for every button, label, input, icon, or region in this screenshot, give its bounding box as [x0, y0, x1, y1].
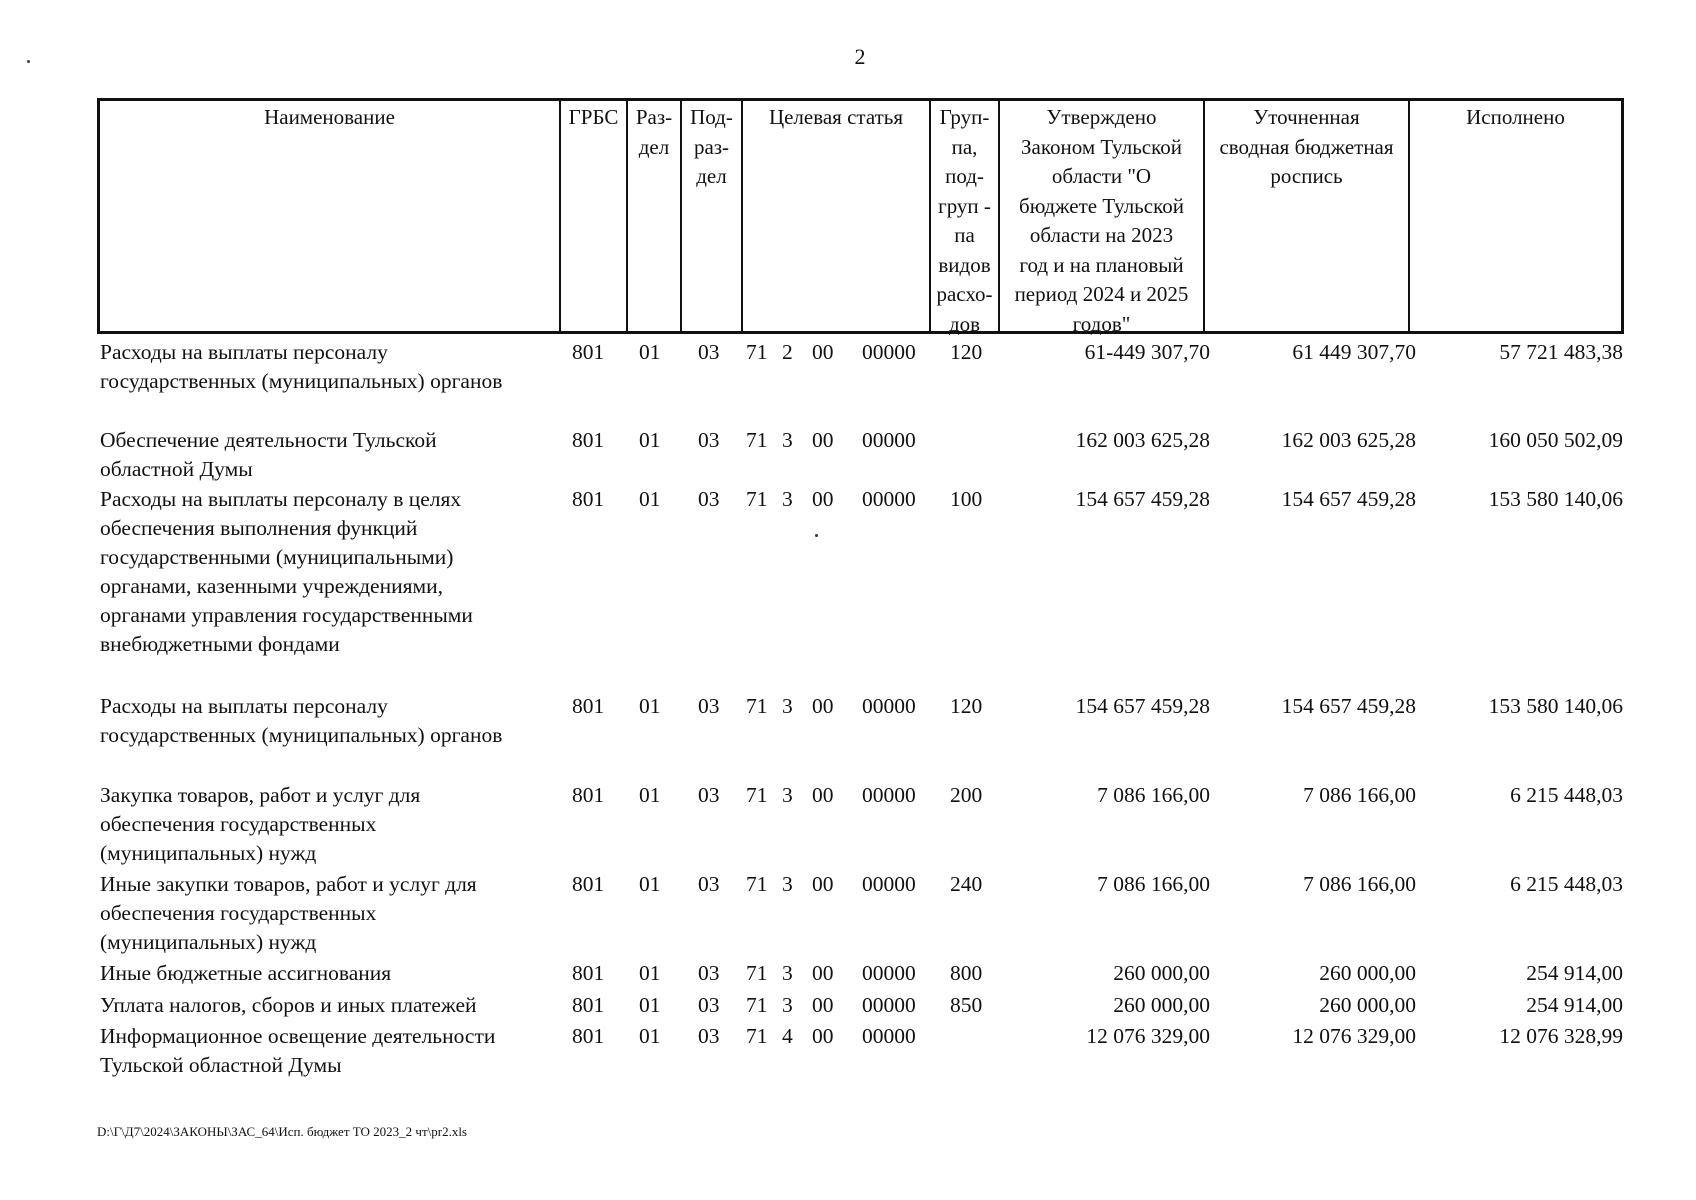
- row-approved: 260 000,00: [1113, 961, 1210, 985]
- row-executed: 57 721 483,38: [1499, 340, 1623, 364]
- row-target-direction: 00000: [862, 872, 916, 896]
- row-razdel: 01: [639, 783, 661, 807]
- row-target-direction: 00000: [862, 1024, 916, 1048]
- row-refined: 7 086 166,00: [1303, 783, 1416, 807]
- row-grbs: 801: [572, 872, 605, 896]
- row-podrazdel: 03: [698, 993, 720, 1017]
- row-razdel: 01: [639, 340, 661, 364]
- row-grbs: 801: [572, 487, 605, 511]
- row-target-direction: 00000: [862, 783, 916, 807]
- row-approved: 61-449 307,70: [1084, 340, 1210, 364]
- row-podrazdel: 03: [698, 783, 720, 807]
- row-podrazdel: 03: [698, 694, 720, 718]
- row-target-main: 00: [812, 694, 834, 718]
- row-target-main: 00: [812, 961, 834, 985]
- row-grbs: 801: [572, 694, 605, 718]
- header-expense-group: Груп- па, под- груп - па видов расхо- дов: [931, 101, 1000, 331]
- row-razdel: 01: [639, 428, 661, 452]
- row-podrazdel: 03: [698, 340, 720, 364]
- file-path-footer: D:\Г\Д7\2024\ЗАКОНЫ\ЗАС_64\Исп. бюджет ТО 2023_2 чт\pr2.xls: [97, 1124, 467, 1139]
- row-razdel: 01: [639, 961, 661, 985]
- row-target-direction: 00000: [862, 428, 916, 452]
- row-refined: 61 449 307,70: [1292, 340, 1416, 364]
- header-approved: Утверждено Законом Тульской области "О бюджете Тульской области на 2023 год и на плановый период 2024 и 2025 годов": [1000, 101, 1205, 331]
- row-target-program: 71: [746, 961, 768, 985]
- header-target-article: Целевая статья: [743, 101, 931, 331]
- row-refined: 260 000,00: [1319, 961, 1416, 985]
- row-executed: 6 215 448,03: [1510, 783, 1623, 807]
- row-refined: 260 000,00: [1319, 993, 1416, 1017]
- row-name: Иные бюджетные ассигнования: [100, 961, 392, 985]
- row-name: Уплата налогов, сборов и иных платежей: [100, 993, 477, 1017]
- row-approved: 12 076 329,00: [1086, 1024, 1210, 1048]
- row-grbs: 801: [572, 783, 605, 807]
- header-grbs: ГРБС: [561, 101, 628, 331]
- row-target-subprogram: 3: [782, 872, 793, 896]
- row-razdel: 01: [639, 872, 661, 896]
- table-header: [97, 98, 1624, 334]
- row-expense-group: 850: [950, 993, 983, 1017]
- row-podrazdel: 03: [698, 428, 720, 452]
- row-razdel: 01: [639, 1024, 661, 1048]
- row-approved: 154 657 459,28: [1075, 694, 1210, 718]
- row-approved: 154 657 459,28: [1075, 487, 1210, 511]
- row-target-program: 71: [746, 487, 768, 511]
- row-executed: 153 580 140,06: [1488, 487, 1623, 511]
- row-target-program: 71: [746, 1024, 768, 1048]
- row-target-program: 71: [746, 993, 768, 1017]
- row-refined: 154 657 459,28: [1281, 487, 1416, 511]
- row-podrazdel: 03: [698, 961, 720, 985]
- row-target-subprogram: 3: [782, 993, 793, 1017]
- row-target-direction: 00000: [862, 340, 916, 364]
- row-name: Обеспечение деятельности Тульской областной Думы: [100, 428, 437, 481]
- row-grbs: 801: [572, 340, 605, 364]
- page-number: 2: [854, 44, 866, 69]
- row-razdel: 01: [639, 487, 661, 511]
- header-refined: Уточненная сводная бюджетная роспись: [1205, 101, 1410, 331]
- row-target-main: 00: [812, 993, 834, 1017]
- row-refined: 154 657 459,28: [1281, 694, 1416, 718]
- row-refined: 162 003 625,28: [1281, 428, 1416, 452]
- row-target-main: 00: [812, 1024, 834, 1048]
- row-target-subprogram: 3: [782, 783, 793, 807]
- row-executed: 153 580 140,06: [1488, 694, 1623, 718]
- row-target-subprogram: 3: [782, 487, 793, 511]
- row-target-program: 71: [746, 340, 768, 364]
- row-target-main: 00: [812, 783, 834, 807]
- row-name: Иные закупки товаров, работ и услуг для обеспечения государственных (муниципальных) нужд: [100, 872, 477, 954]
- row-target-direction: 00000: [862, 993, 916, 1017]
- row-target-main: 00: [812, 487, 834, 511]
- header-podrazdel: Под- раз- дел: [682, 101, 743, 331]
- row-name: Расходы на выплаты персоналу государственных (муниципальных) органов: [100, 340, 503, 393]
- row-razdel: 01: [639, 694, 661, 718]
- row-target-direction: 00000: [862, 961, 916, 985]
- header-executed: Исполнено: [1466, 105, 1565, 129]
- header-name: Наименование: [100, 101, 561, 331]
- scan-speck: [815, 534, 818, 537]
- row-expense-group: 120: [950, 694, 983, 718]
- row-expense-group: 240: [950, 872, 983, 896]
- row-target-subprogram: 3: [782, 428, 793, 452]
- row-target-main: 00: [812, 428, 834, 452]
- row-approved: 260 000,00: [1113, 993, 1210, 1017]
- row-grbs: 801: [572, 428, 605, 452]
- row-executed: 6 215 448,03: [1510, 872, 1623, 896]
- row-expense-group: 800: [950, 961, 983, 985]
- row-podrazdel: 03: [698, 1024, 720, 1048]
- row-target-subprogram: 3: [782, 961, 793, 985]
- row-podrazdel: 03: [698, 487, 720, 511]
- row-target-direction: 00000: [862, 487, 916, 511]
- row-grbs: 801: [572, 993, 605, 1017]
- row-approved: 162 003 625,28: [1075, 428, 1210, 452]
- row-executed: 254 914,00: [1526, 961, 1623, 985]
- row-target-program: 71: [746, 872, 768, 896]
- row-target-program: 71: [746, 694, 768, 718]
- row-target-subprogram: 3: [782, 694, 793, 718]
- row-executed: 254 914,00: [1526, 993, 1623, 1017]
- row-podrazdel: 03: [698, 872, 720, 896]
- row-target-subprogram: 4: [782, 1024, 793, 1048]
- header-razdel: Раз- дел: [628, 101, 682, 331]
- row-refined: 12 076 329,00: [1292, 1024, 1416, 1048]
- row-executed: 12 076 328,99: [1499, 1024, 1623, 1048]
- row-target-main: 00: [812, 872, 834, 896]
- row-expense-group: 200: [950, 783, 983, 807]
- row-expense-group: 100: [950, 487, 983, 511]
- row-target-subprogram: 2: [782, 340, 793, 364]
- row-name: Расходы на выплаты персоналу государственных (муниципальных) органов: [100, 694, 503, 747]
- row-executed: 160 050 502,09: [1488, 428, 1623, 452]
- row-target-program: 71: [746, 428, 768, 452]
- row-razdel: 01: [639, 993, 661, 1017]
- row-name: Информационное освещение деятельности Тульской областной Думы: [100, 1024, 496, 1077]
- row-target-main: 00: [812, 340, 834, 364]
- row-approved: 7 086 166,00: [1097, 872, 1210, 896]
- row-grbs: 801: [572, 961, 605, 985]
- row-target-direction: 00000: [862, 694, 916, 718]
- row-name: Закупка товаров, работ и услуг для обеспечения государственных (муниципальных) нужд: [100, 783, 421, 865]
- row-grbs: 801: [572, 1024, 605, 1048]
- row-approved: 7 086 166,00: [1097, 783, 1210, 807]
- row-target-program: 71: [746, 783, 768, 807]
- row-name: Расходы на выплаты персоналу в целях обеспечения выполнения функций государственными (муниципальными) органами, казенными учреждениями, органами управления государственными внебюджетными фондами: [100, 487, 473, 656]
- row-expense-group: 120: [950, 340, 983, 364]
- row-refined: 7 086 166,00: [1303, 872, 1416, 896]
